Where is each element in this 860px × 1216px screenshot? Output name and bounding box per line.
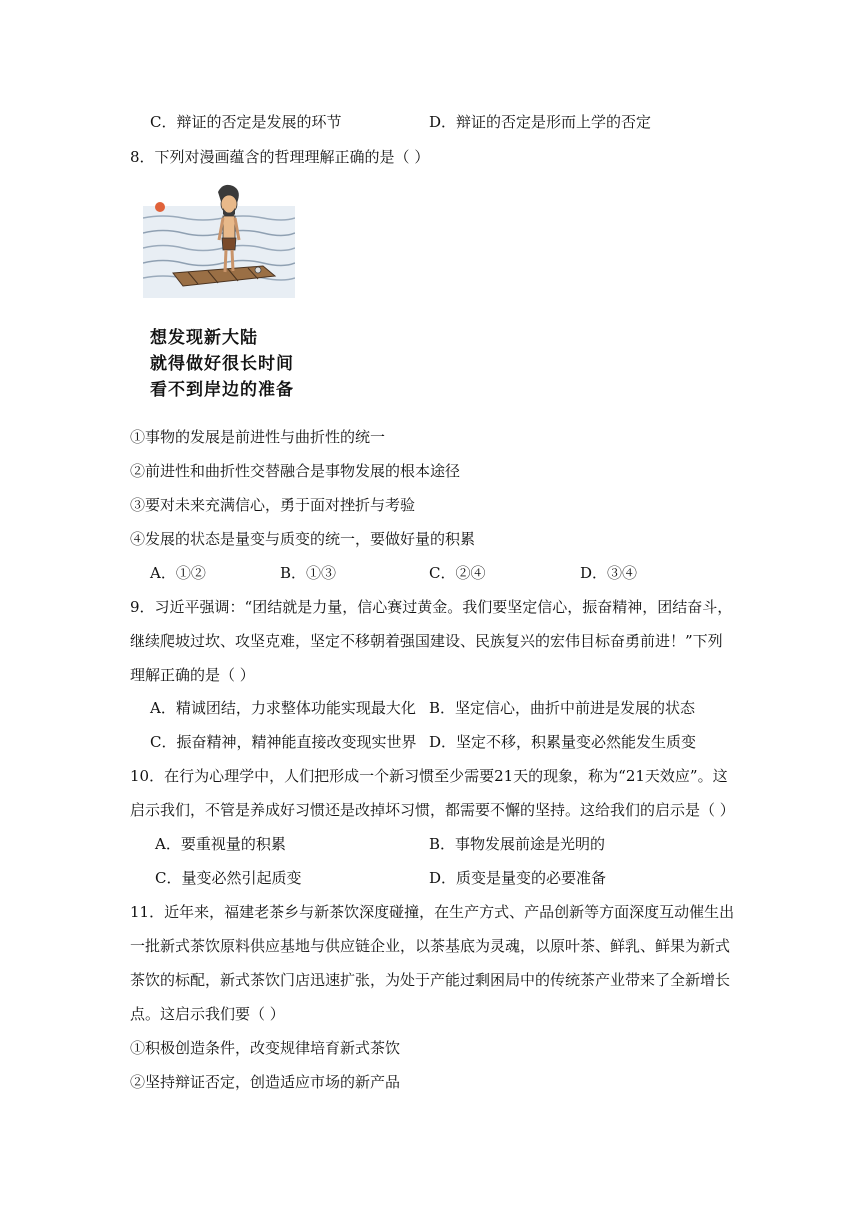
cartoon-caption-line-2: 就得做好很长时间 — [150, 354, 294, 374]
q10-stem-line-1: 10．在行为心理学中，人们把形成一个新习惯至少需要21天的现象，称为“21天效应”。这 — [130, 767, 728, 785]
q10-option-a: A．要重视量的积累 — [155, 835, 286, 853]
q8-option-b: B．①③ — [280, 564, 337, 582]
option-d: D．辩证的否定是形而上学的否定 — [429, 113, 652, 131]
q9-option-d: D．坚定不移，积累量变必然能发生质变 — [429, 733, 697, 751]
q11-statement-1: ①积极创造条件，改变规律培育新式茶饮 — [130, 1039, 401, 1057]
raft-cartoon-image — [143, 178, 295, 298]
q10-option-d: D．质变是量变的必要准备 — [429, 869, 607, 887]
q9-stem-line-2: 继续爬坡过坎、攻坚克难，坚定不移朝着强国建设、民族复兴的宏伟目标奋勇前进！”下列 — [130, 632, 723, 650]
q8-option-c: C．②④ — [429, 564, 486, 582]
question-8-stem: 8．下列对漫画蕴含的哲理理解正确的是（ ） — [130, 148, 430, 166]
q11-stem-line-4: 点。这启示我们要（ ） — [130, 1005, 285, 1023]
q10-option-b: B．事物发展前途是光明的 — [429, 835, 606, 853]
q9-option-c: C．振奋精神，精神能直接改变现实世界 — [150, 733, 417, 751]
q8-statement-2: ②前进性和曲折性交替融合是事物发展的根本途径 — [130, 462, 461, 480]
cartoon-caption-line-3: 看不到岸边的准备 — [150, 380, 294, 400]
q10-stem-line-2: 启示我们，不管是养成好习惯还是改掉坏习惯，都需要不懈的坚持。这给我们的启示是（ ） — [130, 801, 735, 819]
q9-option-a: A．精诚团结，力求整体功能实现最大化 — [150, 699, 416, 717]
q9-stem-line-1: 9．习近平强调：“团结就是力量，信心赛过黄金。我们要坚定信心，振奋精神，团结奋斗， — [130, 598, 733, 616]
q8-statement-4: ④发展的状态是量变与质变的统一，要做好量的积累 — [130, 530, 476, 548]
q11-stem-line-1: 11．近年来，福建老茶乡与新茶饮深度碰撞，在生产方式、产品创新等方面深度互动催生出 — [130, 903, 735, 921]
q8-option-d: D．③④ — [580, 564, 638, 582]
q8-statement-1: ①事物的发展是前进性与曲折性的统一 — [130, 428, 386, 446]
q11-statement-2: ②坚持辩证否定，创造适应市场的新产品 — [130, 1073, 401, 1091]
q9-stem-line-3: 理解正确的是（ ） — [130, 666, 255, 684]
q9-option-b: B．坚定信心，曲折中前进是发展的状态 — [429, 699, 696, 717]
q10-option-c: C．量变必然引起质变 — [155, 869, 302, 887]
q11-stem-line-3: 茶饮的标配，新式茶饮门店迅速扩张，为处于产能过剩困局中的传统茶产业带来了全新增长 — [130, 971, 731, 989]
q11-stem-line-2: 一批新式茶饮原料供应基地与供应链企业，以茶基底为灵魂，以原叶茶、鲜乳、鲜果为新式 — [130, 937, 731, 955]
q8-option-a: A．①② — [150, 564, 206, 582]
q8-statement-3: ③要对未来充满信心，勇于面对挫折与考验 — [130, 496, 416, 514]
cartoon-caption-line-1: 想发现新大陆 — [150, 328, 258, 348]
option-c: C．辩证的否定是发展的环节 — [150, 113, 342, 131]
